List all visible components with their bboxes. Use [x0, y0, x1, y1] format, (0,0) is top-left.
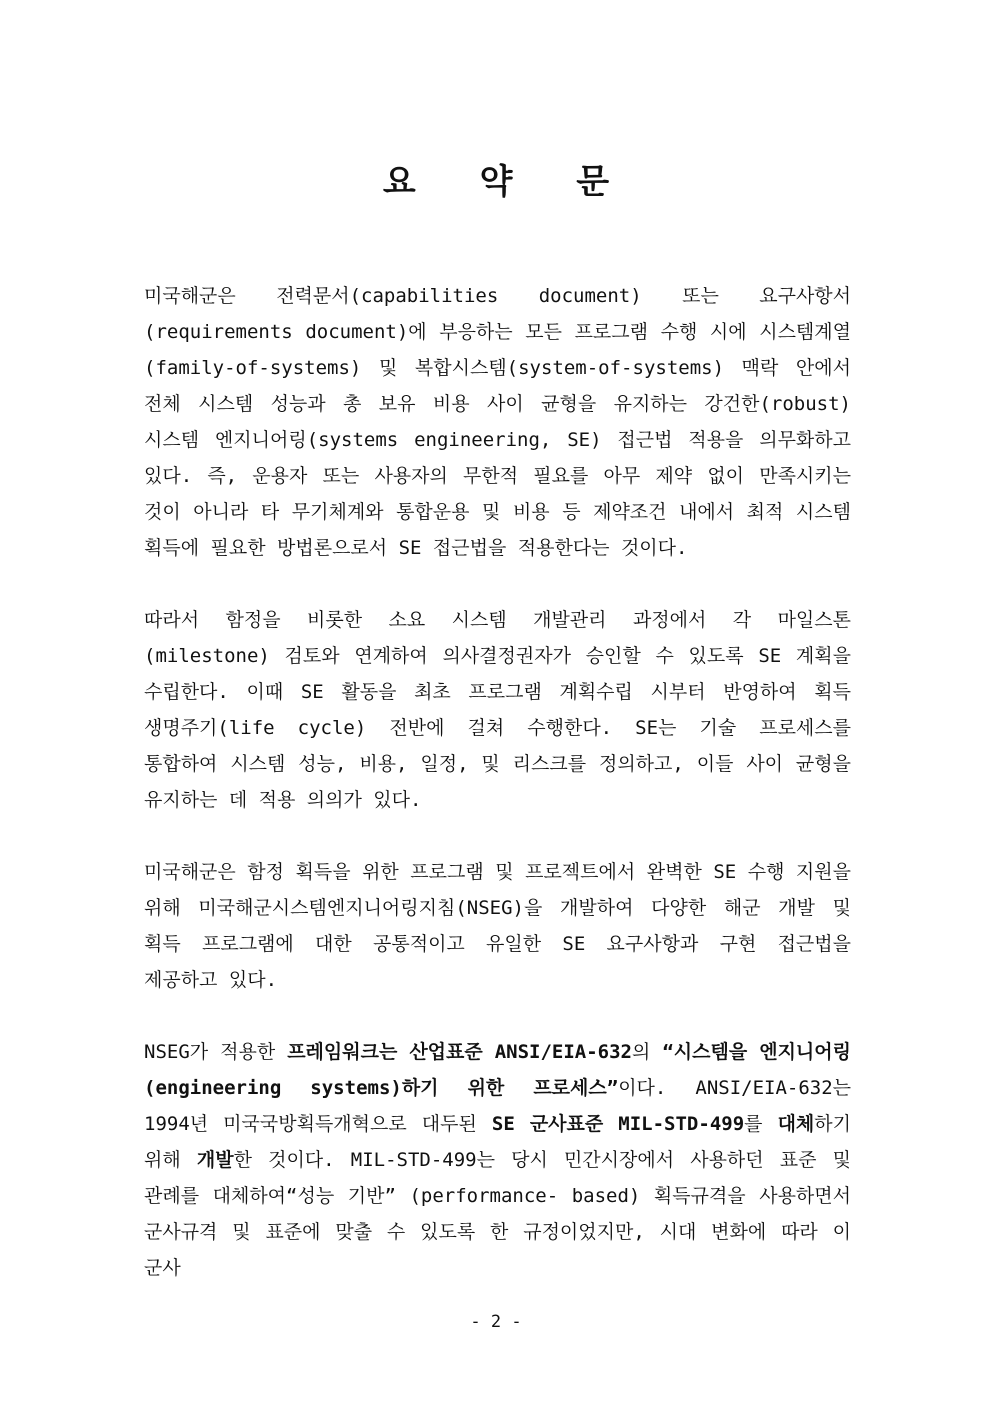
- summary-body: [144, 278, 851, 1322]
- paragraph-4-text: 하기 위해: [144, 1113, 851, 1171]
- paragraph-4-bold-standard: SE 군사표준 MIL-STD-499: [491, 1113, 745, 1135]
- paragraph-2: [144, 602, 851, 818]
- paragraph-3: [144, 854, 851, 998]
- paragraph-4-bold-process: “시스템을 엔지니어링(engineering systems)하기 위한 프로세스”: [144, 1041, 851, 1099]
- paragraph-4-text: 이다. ANSI/EIA-632는 1994년 미국국방획득개혁으로 대두된: [144, 1077, 851, 1135]
- paragraph-4-bold-develop: 개발: [196, 1149, 234, 1171]
- paragraph-4-bold-framework: 프레임워크는 산업표준 ANSI/EIA-632: [287, 1041, 632, 1063]
- paragraph-4-text: NSEG가 적용한: [144, 1041, 288, 1063]
- paragraph-4-bold-replace: 대체: [777, 1113, 815, 1135]
- page-title: 요 약 문: [382, 162, 610, 202]
- page-number: - 2 -: [470, 1312, 522, 1332]
- paragraph-1-text: 미국해군은 전력문서(capabilities document) 또는 요구사항서(requirements document)에 부응하는 모든 프로그램 수행 시에 시스템계열(family-of-systems) 및 복합시스템(system-of-systems) 맥락 안에서 전체 시스템 성능과 총 보유 비용 사이 균형을 유지하는 강건한(robust) 시스템 엔지니어링(systems engineering, SE) 접근법 적용을 의무화하고 있다. 즉, 운용자 또는 사용자의 무한적 필요를 아무 제약 없이 만족시키는 것이 아니라 타 무기체계와 통합운용 및 비용 등 제약조건 내에서 최적 시스템 획득에 필요한 방법론으로서 SE 접근법을 적용한다는 것이다.: [144, 285, 851, 559]
- paragraph-2-text: 따라서 함정을 비롯한 소요 시스템 개발관리 과정에서 각 마일스톤(milestone) 검토와 연계하여 의사결정권자가 승인할 수 있도록 SE 계획을 수립한다. 이때 SE 활동을 최초 프로그램 계획수립 시부터 반영하여 획득 생명주기(life cycle) 전반에 걸쳐 수행한다. SE는 기술 프로세스를 통합하여 시스템 성능, 비용, 일정, 및 리스크를 정의하고, 이들 사이 균형을 유지하는 데 적용 의의가 있다.: [144, 609, 851, 811]
- paragraph-4-text: 의: [632, 1041, 663, 1063]
- paragraph-4: [144, 1034, 851, 1286]
- paragraph-4-text: 한 것이다. MIL-STD-499는 당시 민간시장에서 사용하던 표준 및 관례를 대체하여“성능 기반” (performance- based) 획득규격을 사용하면서 군사규격 및 표준에 맞출 수 있도록 한 규정이었지만, 시대 변화에 따라 이 군사: [144, 1149, 852, 1279]
- paragraph-1: [144, 278, 851, 566]
- paragraph-3-text: 미국해군은 함정 획득을 위한 프로그램 및 프로젝트에서 완벽한 SE 수행 지원을 위해 미국해군시스템엔지니어링지침(NSEG)을 개발하여 다양한 해군 개발 및 획득 프로그램에 대한 공통적이고 유일한 SE 요구사항과 구현 접근법을 제공하고 있다.: [144, 861, 851, 991]
- paragraph-4-text: 를: [744, 1113, 778, 1135]
